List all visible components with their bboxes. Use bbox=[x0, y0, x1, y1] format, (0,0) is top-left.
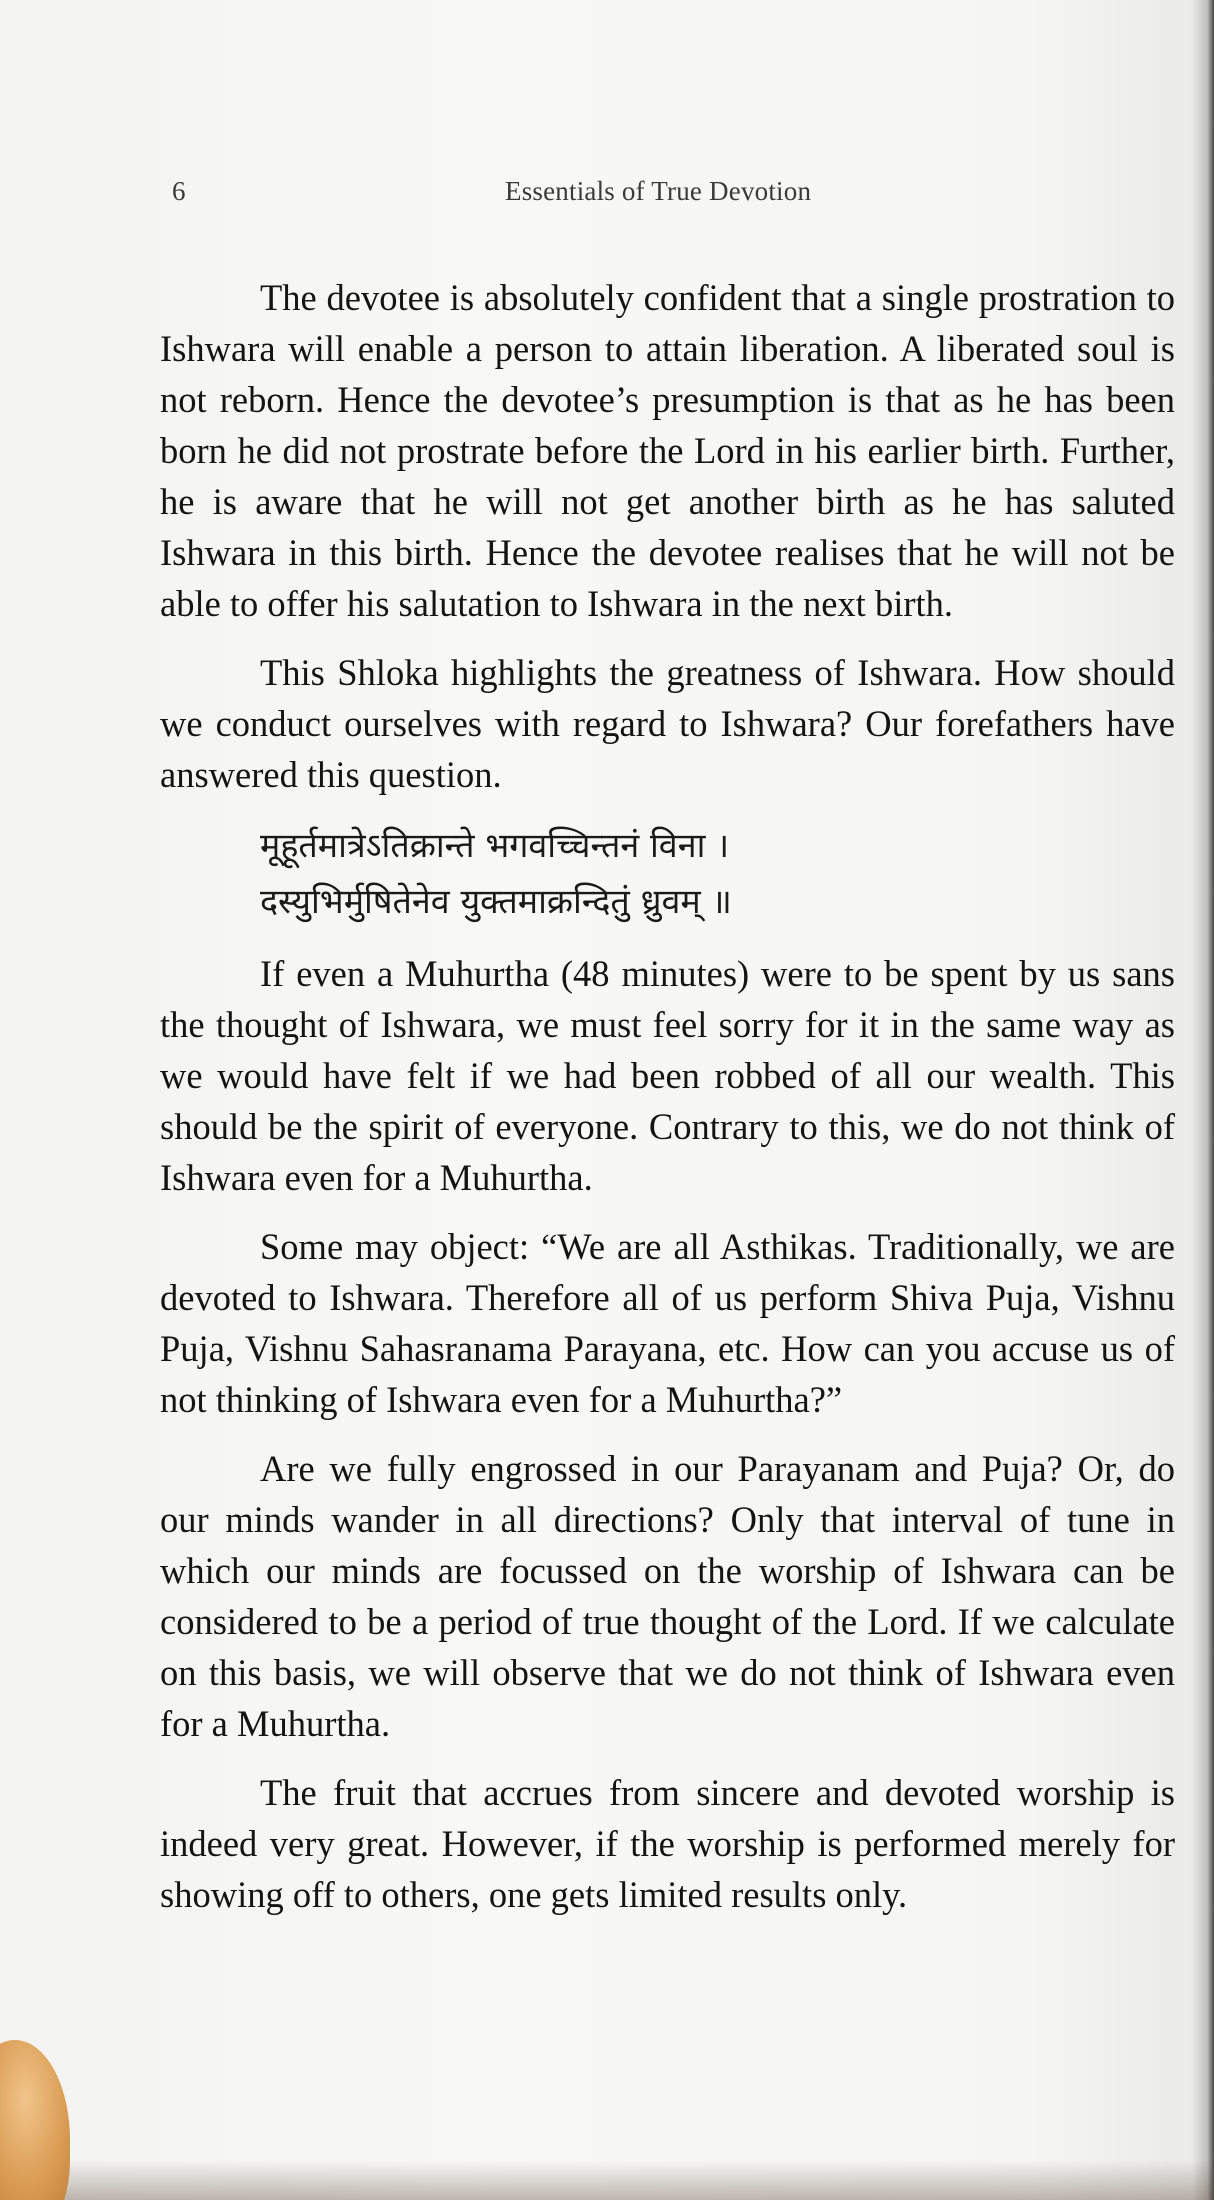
sanskrit-shloka bbox=[260, 818, 1175, 930]
shloka-line-1: मूहूर्तमात्रेऽतिक्रान्ते भगवच्चिन्तनं विना । bbox=[260, 826, 730, 866]
page-edge-shadow bbox=[1192, 0, 1214, 2200]
paragraph: The devotee is absolutely confident that a single prostration to Ishwara will enable a person to attain liberation. A liberated soul is not reborn. Hence the devotee’s presumption is that as he has been born he did not prostrate before the Lord in his earlier birth. Further, he is aware that he will not get another birth as he has saluted Ishwara in this birth. Hence the devotee realises that he will not be able to offer his salutation to Ishwara in the next birth. bbox=[160, 277, 1175, 624]
paragraph: The fruit that accrues from sincere and devoted worship is indeed very great. However, if the worship is performed merely for showing off to others, one gets limited results only. bbox=[160, 1772, 1175, 1915]
page-bottom-shadow bbox=[0, 2160, 1214, 2200]
running-header bbox=[0, 176, 1214, 216]
page-number: 6 bbox=[172, 176, 186, 206]
shloka-line-2: दस्युभिर्मुषितेनेव युक्तमाक्रन्दितुं ध्रुवम् ॥ bbox=[260, 882, 732, 922]
paragraph: This Shloka highlights the greatness of Ishwara. How should we conduct ourselves with regard to Ishwara? Our forefathers have answered this question. bbox=[160, 652, 1175, 795]
paragraph: If even a Muhurtha (48 minutes) were to be spent by us sans the thought of Ishwara, we must feel sorry for it in the same way as we would have felt if we had been robbed of all our wealth. This should be the spirit of everyone. Contrary to this, we do not think of Ishwara even for a Muhurtha. bbox=[160, 953, 1175, 1198]
thumb-holding-page bbox=[0, 2040, 70, 2200]
book-title-header: Essentials of True Devotion bbox=[505, 176, 812, 206]
body-text bbox=[160, 272, 1175, 1938]
paragraph: Some may object: “We are all Asthikas. Traditionally, we are devoted to Ishwara. Therefore all of us perform Shiva Puja, Vishnu Puja, Vishnu Sahasranama Parayana, etc. How can you accuse us of not thinking of Ishwara even for a Muhurtha?” bbox=[160, 1226, 1175, 1420]
paragraph: Are we fully engrossed in our Parayanam and Puja? Or, do our minds wander in all directions? Only that interval of tune in which our minds are focussed on the worship of Ishwara can be considered to be a period of true thought of the Lord. If we calculate on this basis, we will observe that we do not think of Ishwara even for a Muhurtha. bbox=[160, 1448, 1175, 1744]
